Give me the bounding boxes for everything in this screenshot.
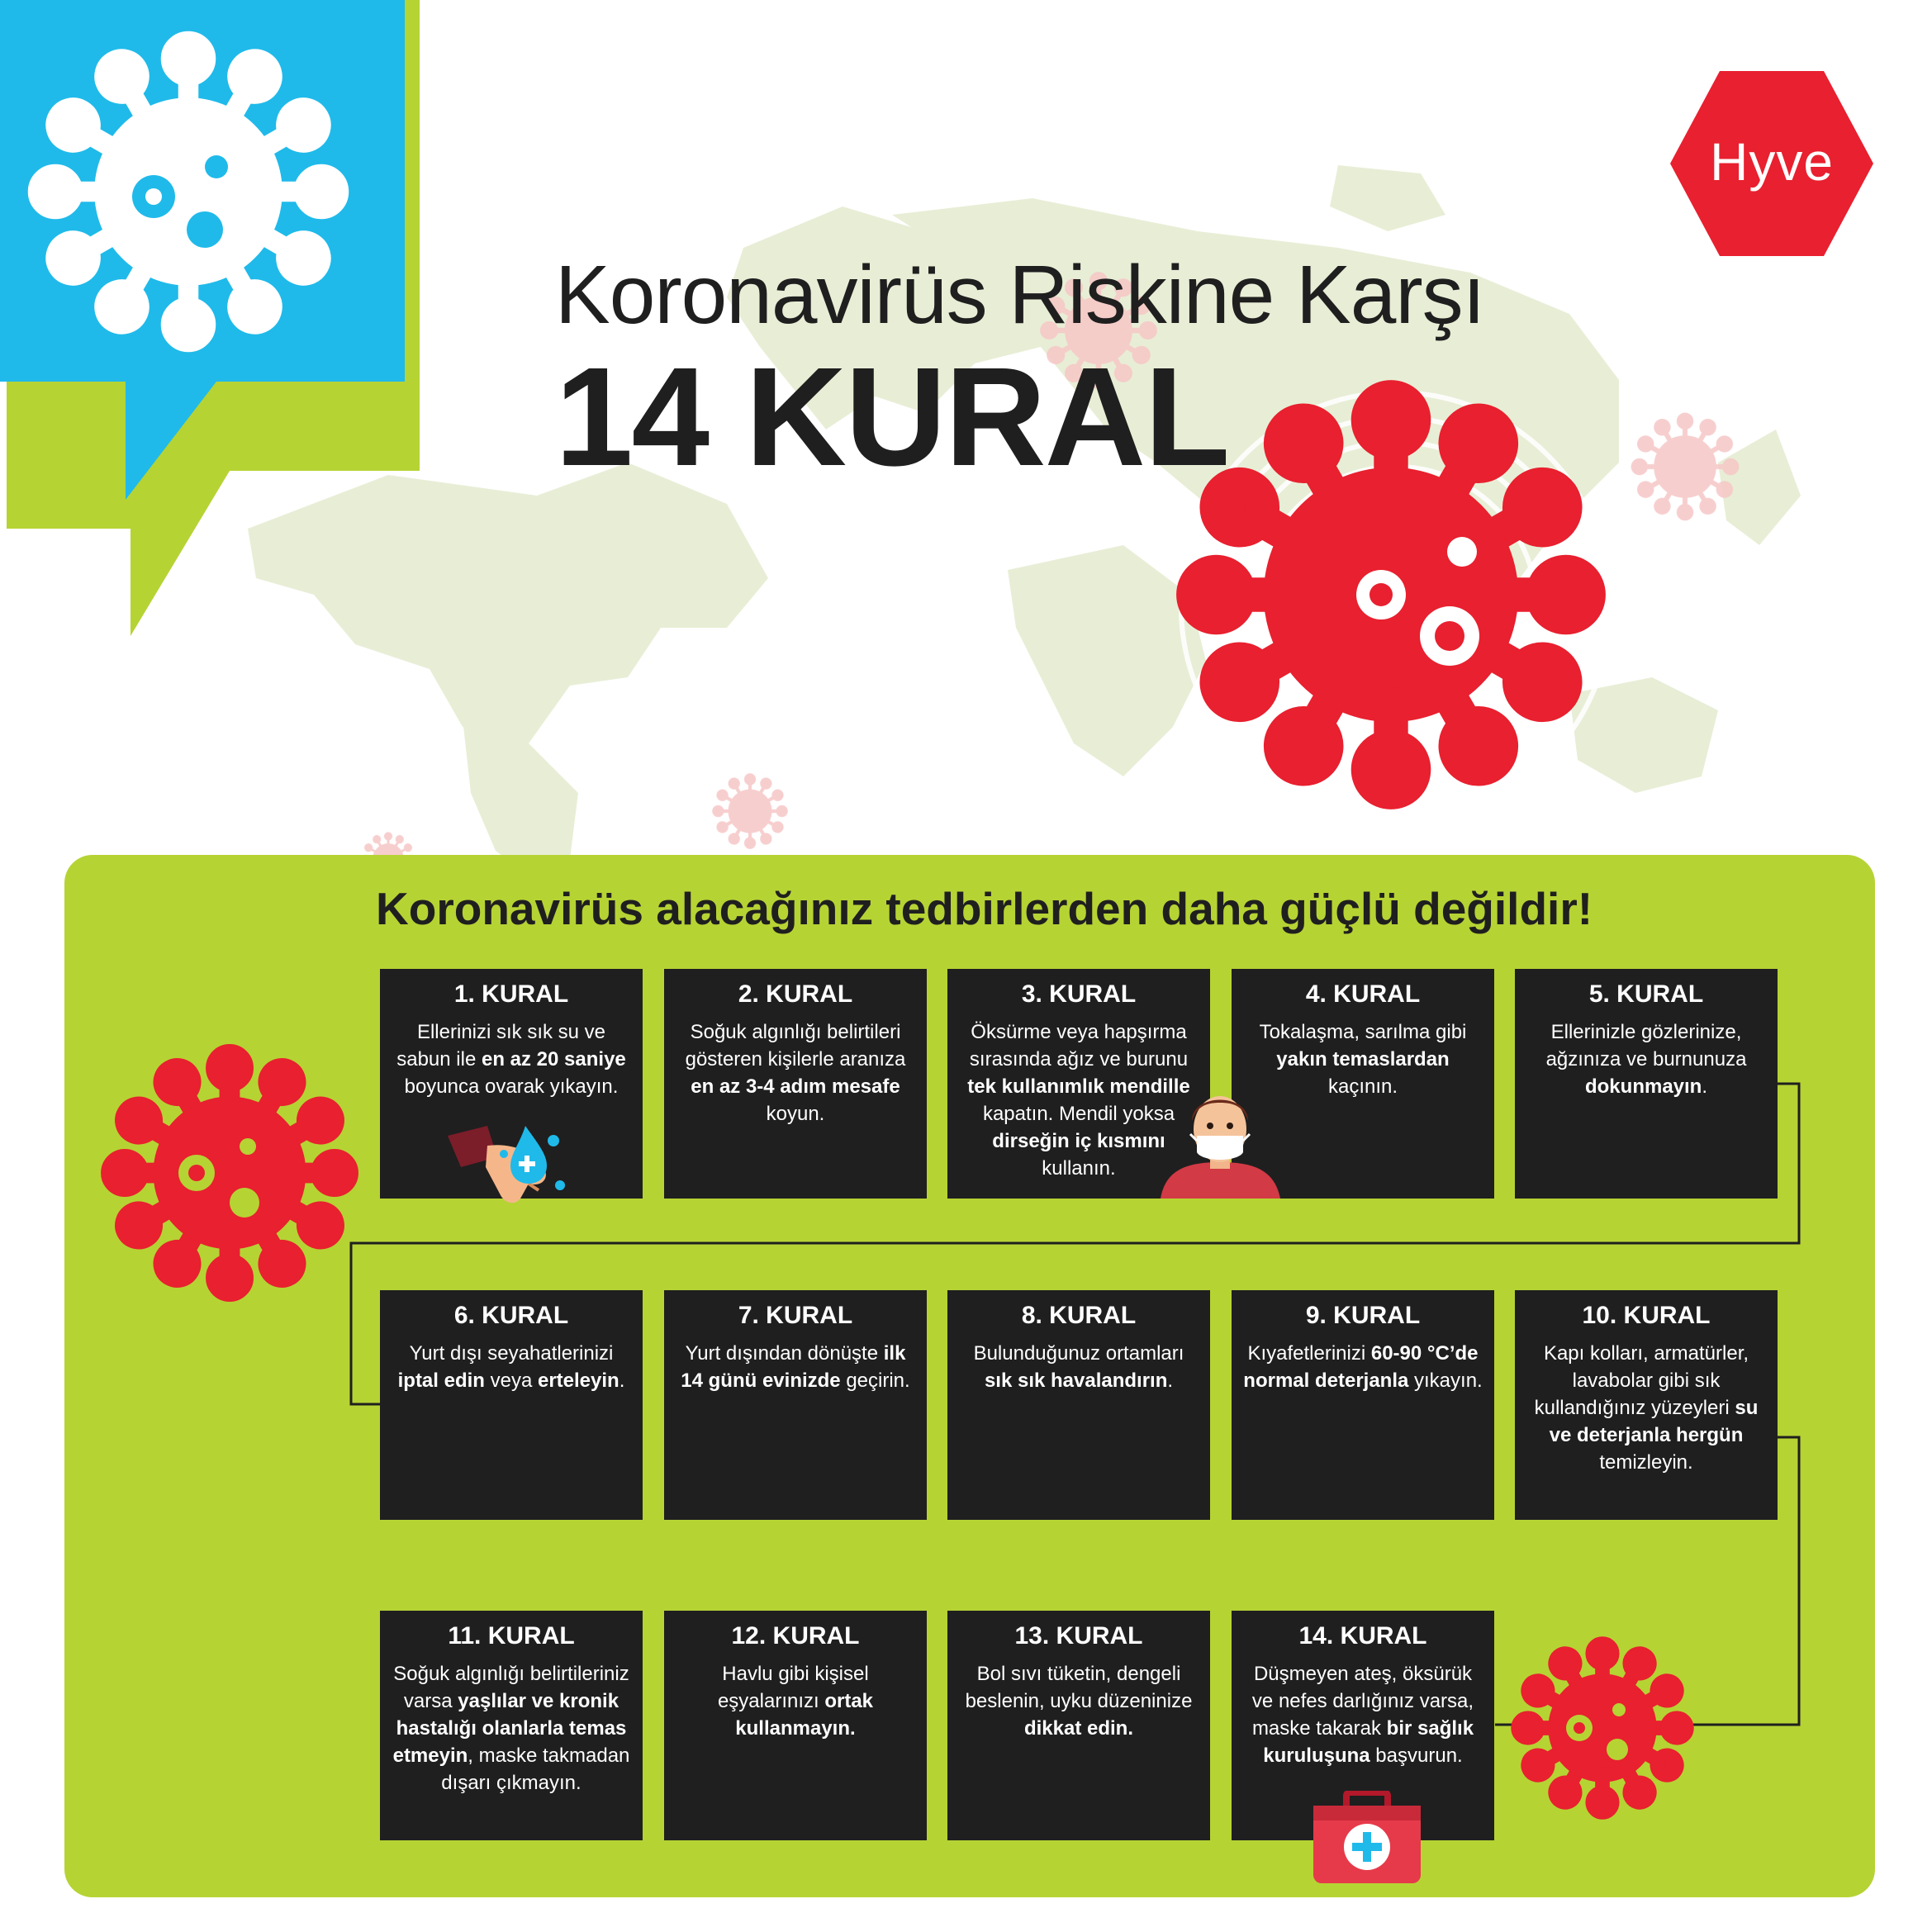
rule-title: 7. KURAL: [738, 1302, 853, 1329]
rule-text: veya: [484, 1369, 538, 1392]
rule-title: 8. KURAL: [1021, 1302, 1137, 1329]
first-aid-kit-icon: [1313, 1791, 1421, 1883]
rule-body: [676, 1660, 915, 1742]
rule-text: Ellerinizle gözlerinize, ağzınıza ve burnunuza: [1545, 1021, 1747, 1070]
rule-text: Soğuk algınlığı belirtileri gösteren kişilerle aranıza: [685, 1021, 906, 1070]
rule-title: 13. KURAL: [1014, 1622, 1143, 1650]
rule-text: boyunca ovarak yıkayın.: [404, 1075, 619, 1098]
rule-text: Kıyafetlerinizi: [1247, 1342, 1371, 1365]
rule-text: , maske takmadan dışarı çıkmayın.: [441, 1744, 630, 1794]
rule-emphasis: tek kullanımlık mendille: [967, 1075, 1190, 1098]
rule-emphasis: bir sağlık kuruluşuna: [1263, 1717, 1474, 1767]
rule-text: Ellerinizi sık sık su ve sabun ile: [396, 1021, 606, 1070]
rule-title: 14. KURAL: [1298, 1622, 1427, 1650]
rule-text: .: [1702, 1075, 1708, 1098]
rule-body: [1526, 1340, 1766, 1476]
rule-emphasis: iptal edin: [397, 1369, 485, 1392]
rule-text: geçirin.: [840, 1369, 910, 1392]
panel-tagline: Koronavirüs alacağınız tedbirlerden daha güçlü değildir!: [376, 883, 1593, 934]
rule-title: 3. KURAL: [1021, 980, 1137, 1008]
rule-body: [1526, 1018, 1766, 1100]
rule-card-5: [1515, 969, 1778, 1199]
rule-card-6: [380, 1290, 643, 1520]
rule-text: koyun.: [766, 1103, 825, 1125]
rule-text: Düşmeyen ateş, öksürük ve nefes darlığınız varsa, maske takarak: [1251, 1663, 1474, 1740]
rule-title: 2. KURAL: [738, 980, 853, 1008]
rule-body: [1243, 1660, 1483, 1769]
hand-wash-icon: [446, 1119, 570, 1227]
rule-emphasis: dirseğin iç kısmını: [992, 1130, 1165, 1152]
rule-text: Tokalaşma, sarılma gibi: [1259, 1021, 1467, 1043]
rule-title: 11. KURAL: [448, 1622, 575, 1650]
rule-card-10: [1515, 1290, 1778, 1520]
rule-title: 9. KURAL: [1305, 1302, 1421, 1329]
rule-emphasis: en az 20 saniye: [481, 1048, 626, 1070]
rule-card-12: [664, 1611, 927, 1840]
virus-icon: [111, 1054, 348, 1291]
brand-name: Hyve: [1710, 132, 1834, 192]
rule-text: Havlu gibi kişisel eşyalarınızı: [717, 1663, 869, 1712]
header-subtitle: Koronavirüs Riskine Karşı: [555, 249, 1485, 341]
rule-emphasis: su ve deterjanla hergün: [1549, 1397, 1759, 1446]
rule-emphasis: ilk 14 günü evinizde: [681, 1342, 906, 1392]
rule-text: Bulunduğunuz ortamları: [973, 1342, 1184, 1365]
rule-text: .: [1167, 1369, 1174, 1392]
rule-text: Soğuk algınlığı belirtileriniz varsa: [393, 1663, 629, 1712]
rule-title: 6. KURAL: [453, 1302, 569, 1329]
rule-text: Yurt dışından dönüşte: [685, 1342, 884, 1365]
rule-text: .: [619, 1369, 625, 1392]
rule-body: [676, 1340, 915, 1394]
virus-icon: [1518, 1644, 1687, 1812]
rule-card-9: [1232, 1290, 1494, 1520]
rule-text: kaçının.: [1327, 1075, 1398, 1098]
rule-emphasis: erteleyin: [537, 1369, 619, 1392]
rule-text: Kapı kolları, armatürler, lavabolar gibi sık kullandığınız yüzeyleri: [1534, 1342, 1749, 1419]
masked-person-icon: [1161, 1086, 1280, 1199]
rule-card-7: [664, 1290, 927, 1520]
rule-body: [676, 1018, 915, 1127]
rule-body: [959, 1340, 1199, 1394]
rule-title: 4. KURAL: [1305, 980, 1421, 1008]
rule-text: yıkayın.: [1408, 1369, 1483, 1392]
rule-text: kapatın. Mendil yoksa: [982, 1103, 1175, 1125]
rule-text: Yurt dışı seyahatlerinizi: [409, 1342, 614, 1365]
rule-text: başvurun.: [1369, 1744, 1463, 1767]
rule-text: Öksürme veya hapşırma sırasında ağız ve burunu: [969, 1021, 1189, 1070]
rule-emphasis: ortak kullanmayın.: [735, 1690, 874, 1740]
rule-text: Bol sıvı tüketin, dengeli beslenin, uyku düzeninize: [965, 1663, 1193, 1712]
rule-card-13: [947, 1611, 1210, 1840]
rule-emphasis: en az 3-4 adım mesafe: [691, 1075, 900, 1098]
rule-emphasis: dikkat edin.: [1023, 1717, 1134, 1740]
header-title: 14 KURAL: [555, 339, 1229, 496]
rule-card-11: [380, 1611, 643, 1840]
rule-emphasis: yaşlılar ve kronik hastalığı olanlarla temas etmeyin: [392, 1690, 627, 1767]
rule-body: [392, 1018, 631, 1100]
rule-title: 10. KURAL: [1582, 1302, 1711, 1329]
rule-emphasis: sık sık havalandırın: [984, 1369, 1168, 1392]
rule-body: [392, 1340, 631, 1394]
rule-emphasis: yakın temaslardan: [1276, 1048, 1450, 1070]
rule-body: [392, 1660, 631, 1797]
rule-title: 12. KURAL: [731, 1622, 860, 1650]
rule-body: [1243, 1340, 1483, 1394]
rule-title: 1. KURAL: [453, 980, 569, 1008]
rule-title: 5. KURAL: [1588, 980, 1704, 1008]
rule-body: [959, 1660, 1199, 1742]
rule-text: temizleyin.: [1599, 1451, 1693, 1474]
rule-emphasis: dokunmayın: [1584, 1075, 1702, 1098]
rule-text: kullanın.: [1042, 1157, 1116, 1180]
rule-emphasis: 60-90 °C’de normal deterjanla: [1243, 1342, 1479, 1392]
rule-card-8: [947, 1290, 1210, 1520]
rule-card-2: [664, 969, 927, 1199]
